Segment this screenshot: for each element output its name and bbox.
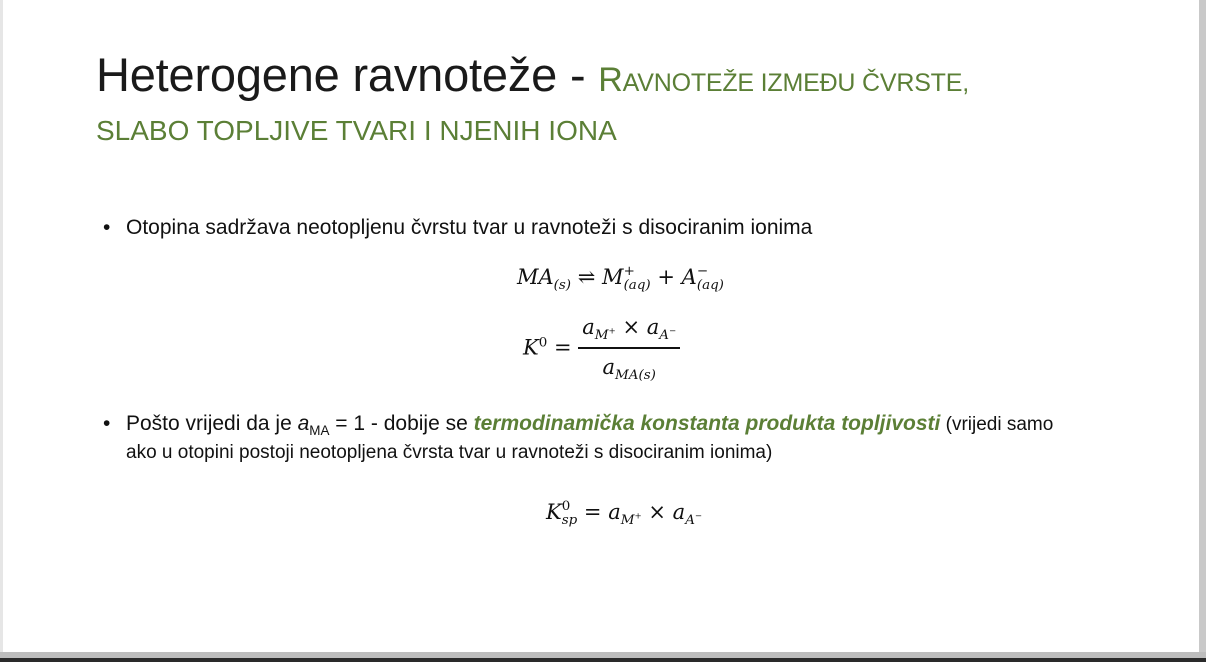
eq-anion-state: (aq) [696, 277, 724, 293]
slide-subtitle: SLABO TOPLJIVE TVARI I NJENIH IONA [96, 115, 617, 146]
equilibrium-arrow: ⇌ [577, 265, 596, 289]
bullet-2-post: (vrijedi samo [940, 414, 1054, 435]
eq-lhs: MA [517, 265, 554, 289]
bullet-text-2-line2: ako u otopini postoji neotopljena čvrsta tvar u ravnoteži s disociranim ionima) [126, 442, 773, 463]
k0-superscript: 0 [538, 335, 548, 351]
bullet-marker-2: • [103, 412, 111, 435]
equilibrium-equation [517, 265, 724, 293]
ksp-activity-2: a [672, 500, 686, 524]
title-accent-initial: R [598, 61, 623, 99]
ksp-subscript: sp [561, 512, 578, 528]
slide-title [96, 48, 969, 110]
ksp-sub-2: A [685, 513, 695, 529]
k0-equals: = [553, 335, 572, 360]
ksp-sub-1: M [620, 513, 635, 529]
eq-anion-charge: − [696, 264, 709, 280]
k0-num-activity-2: a [646, 315, 660, 339]
bullet-2-activity: a [297, 412, 310, 435]
k0-num-charge-1: + [608, 326, 616, 337]
k0-num-activity-1: a [582, 315, 595, 339]
bullet-2-mid: = 1 - dobije se [329, 412, 474, 435]
eq-lhs-sub: (s) [553, 278, 572, 294]
bullet-2-pre: Pošto vrijedi da je [126, 412, 298, 435]
ksp-charge-1: + [634, 511, 642, 522]
title-accent [598, 48, 969, 101]
slide-left-edge [0, 0, 3, 662]
slide-right-edge [1199, 0, 1206, 662]
k0-numerator [578, 315, 680, 347]
title-accent-rest: AVNOTEŽE IZMEĐU ČVRSTE, [622, 69, 969, 97]
eq-anion-scripts [697, 265, 724, 292]
bullet-marker-1: • [103, 216, 111, 239]
k0-times: × [622, 315, 641, 339]
ksp-scripts [562, 500, 578, 527]
ksp-equation [546, 500, 702, 528]
ksp-symbol: K [546, 500, 562, 524]
eq-anion: A [681, 265, 697, 289]
eq-cation: M [602, 265, 624, 289]
k0-equation [523, 315, 680, 383]
ksp-times: × [648, 500, 666, 524]
ksp-superscript: 0 [561, 499, 571, 515]
title-main: Heterogene ravnoteže - [96, 48, 599, 101]
k0-den-activity: a [602, 354, 616, 379]
slide-bottom-border [0, 658, 1206, 662]
eq-cation-charge: + [623, 264, 635, 280]
eq-cation-scripts [624, 265, 651, 292]
eq-plus: + [657, 265, 675, 289]
bullet-text-1: Otopina sadržava neotopljenu čvrstu tvar u ravnoteži s disociranim ionima [126, 216, 813, 239]
bullet-2-emphasis: termodinamička konstanta produkta topljivosti [473, 412, 941, 435]
bullet-2-activity-sub: MA [309, 423, 330, 439]
k0-num-sub-1: M [594, 328, 609, 344]
k0-symbol: K [523, 335, 539, 360]
ksp-activity-1: a [608, 500, 621, 524]
k0-num-sub-2: A [659, 328, 669, 344]
eq-cation-state: (aq) [623, 277, 651, 293]
k0-denominator [578, 349, 680, 383]
k0-num-charge-2: − [668, 326, 677, 337]
k0-den-sub: MA(s) [615, 367, 656, 383]
ksp-equals: = [583, 500, 602, 524]
k0-fraction [578, 315, 680, 383]
ksp-charge-2: − [694, 511, 703, 522]
